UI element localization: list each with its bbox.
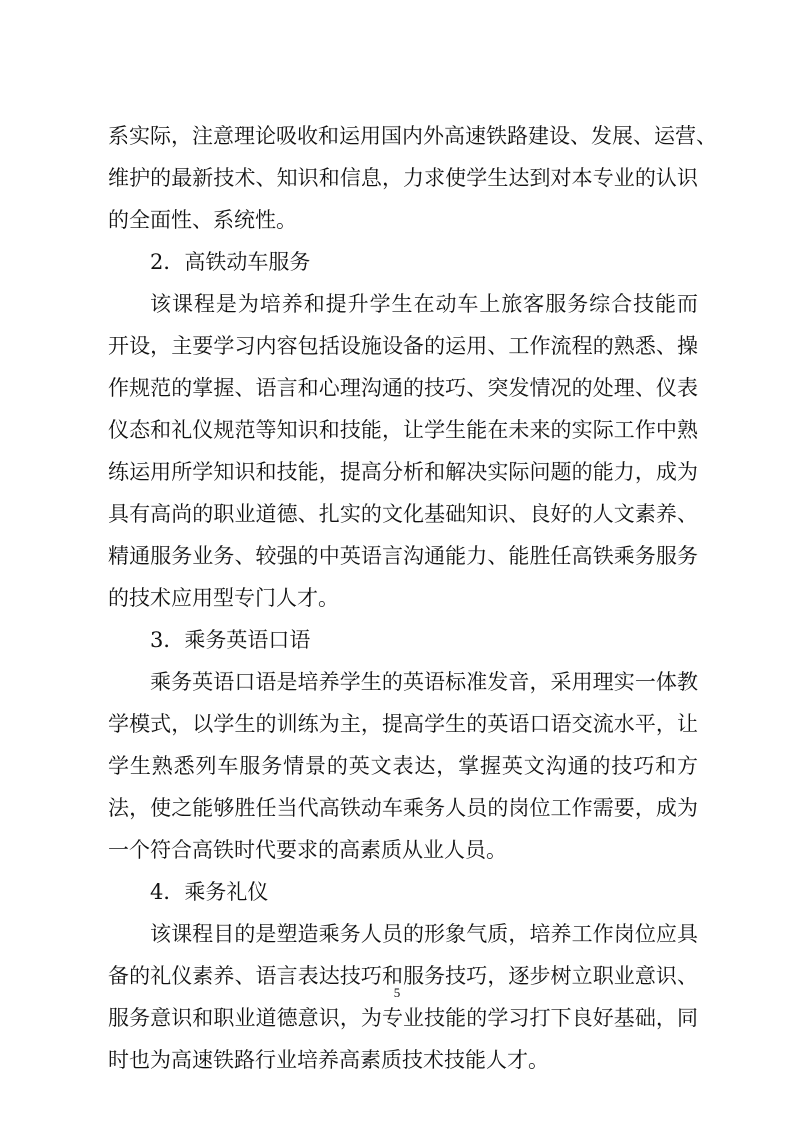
text-line: 仪态和礼仪规范等知识和技能，让学生能在未来的实际工作中熟 <box>108 418 698 442</box>
text-line: 一个符合高铁时代要求的高素质从业人员。 <box>108 838 507 862</box>
paragraph-crew-english <box>108 661 698 871</box>
text-line: 系实际，注意理论吸收和运用国内外高速铁路建设、发展、运营、 <box>108 124 717 148</box>
text-line: 时也为高速铁路行业培养高素质技术技能人才。 <box>108 1048 549 1072</box>
page-number: 5 <box>393 985 401 1000</box>
section-heading-4: 4．乘务礼仪 <box>150 880 269 904</box>
text-line: 该课程是为培养和提升学生在动车上旅客服务综合技能而 <box>150 292 698 316</box>
text-line: 学生熟悉列车服务情景的英文表达，掌握英文沟通的技巧和方 <box>108 754 698 778</box>
text-line: 乘务英语口语是培养学生的英语标准发音，采用理实一体教 <box>150 670 698 694</box>
text-line: 练运用所学知识和技能，提高分析和解决实际问题的能力，成为 <box>108 460 698 484</box>
text-line: 的技术应用型专门人才。 <box>108 586 339 610</box>
text-line: 开设，主要学习内容包括设施设备的运用、工作流程的熟悉、操 <box>108 334 698 358</box>
text-line: 备的礼仪素养、语言表达技巧和服务技巧，逐步树立职业意识、 <box>108 964 698 988</box>
text-line: 具有高尚的职业道德、扎实的文化基础知识、良好的人文素养、 <box>108 502 698 526</box>
text-line: 作规范的掌握、语言和心理沟通的技巧、突发情况的处理、仪表 <box>108 376 698 400</box>
section-heading-2: 2．高铁动车服务 <box>150 250 311 274</box>
section-heading-3: 3．乘务英语口语 <box>150 628 311 652</box>
text-line: 学模式，以学生的训练为主，提高学生的英语口语交流水平，让 <box>108 712 698 736</box>
text-line: 精通服务业务、较强的中英语言沟通能力、能胜任高铁乘务服务 <box>108 544 698 568</box>
text-line: 法，使之能够胜任当代高铁动车乘务人员的岗位工作需要，成为 <box>108 796 698 820</box>
text-line: 维护的最新技术、知识和信息，力求使学生达到对本专业的认识 <box>108 166 698 190</box>
paragraph-high-speed-train-service <box>108 283 698 619</box>
text-line: 的全面性、系统性。 <box>108 208 297 232</box>
text-line: 该课程目的是塑造乘务人员的形象气质，培养工作岗位应具 <box>150 922 698 946</box>
document-body <box>108 115 717 1081</box>
paragraph-continuation <box>108 115 717 241</box>
text-line: 服务意识和职业道德意识，为专业技能的学习打下良好基础，同 <box>108 1006 698 1030</box>
